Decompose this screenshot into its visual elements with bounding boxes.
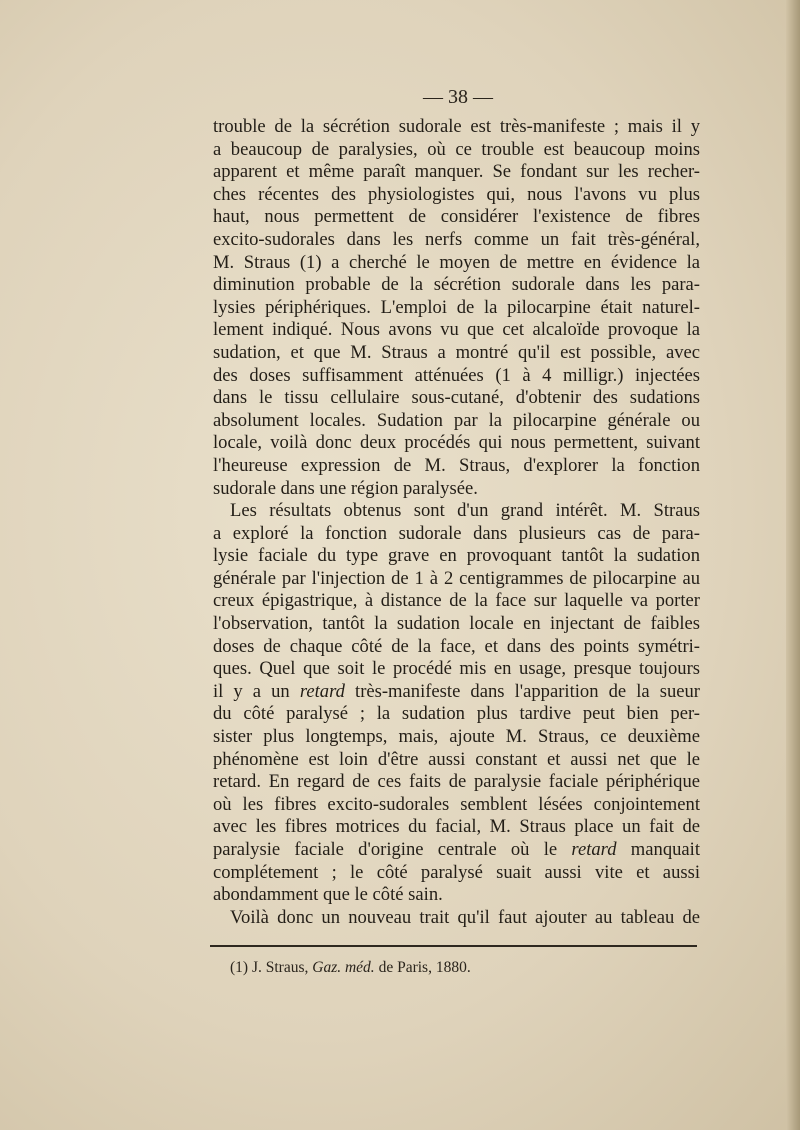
text-line: creux épigastrique, à distance de la face sur laquelle va porter <box>213 590 700 612</box>
text-line: des doses suffisamment atténuées (1 à 4 milligr.) injectées <box>213 364 700 386</box>
text-line: générale par l'injection de 1 à 2 centigrammes de pilocarpine au <box>213 567 700 589</box>
text-line: dans le tissu cellulaire sous-cutané, d'obtenir des sudations <box>213 387 700 409</box>
text-line: l'observation, tantôt la sudation locale en injectant de faibles <box>213 613 700 635</box>
text-line: retard. En regard de ces faits de paralysie faciale périphérique <box>213 771 700 793</box>
footnote-marker: (1) <box>230 959 249 976</box>
text-line: sister plus longtemps, mais, ajoute M. Straus, ce deuxième <box>213 726 700 748</box>
emphasized-word: retard <box>299 680 345 702</box>
text-line <box>213 839 700 862</box>
text-line: complétement ; le côté paralysé suait aussi vite et aussi <box>213 861 700 883</box>
text-line: ches récentes des physiologistes qui, nous l'avons vu plus <box>213 183 700 205</box>
text-line: excito-sudorales dans les nerfs comme un fait très-général, <box>213 228 700 250</box>
text-line <box>213 681 700 704</box>
text-line: locale, voilà donc deux procédés qui nous permettent, suivant <box>213 432 700 454</box>
text-line: a beaucoup de paralysies, où ce trouble est beaucoup moins <box>213 138 700 160</box>
footnote-journal: Gaz. méd. <box>312 959 375 976</box>
text-segment: manquait <box>616 839 700 860</box>
text-line: trouble de la sécrétion sudorale est très-manifeste ; mais il y <box>213 116 700 137</box>
text-line: Les résultats obtenus sont d'un grand intérêt. M. Straus <box>230 500 700 522</box>
footnote-rest: de Paris, 1880. <box>374 959 471 976</box>
emphasized-word: retard <box>571 839 617 860</box>
text-line: absolument locales. Sudation par la pilocarpine générale ou <box>213 409 700 431</box>
text-line: ques. Quel que soit le procédé mis en usage, presque toujours <box>213 658 700 680</box>
text-line: M. Straus (1) a cherché le moyen de mettre en évidence la <box>213 251 700 273</box>
footnote-author: J. Straus, <box>251 959 313 976</box>
text-line: apparent et même paraît manquer. Se fondant sur les recher- <box>213 161 700 183</box>
footnote-rule <box>210 945 697 947</box>
text-segment: très-manifeste dans l'apparition de la sueur <box>344 680 700 702</box>
text-line: avec les fibres motrices du facial, M. Straus place un fait de <box>213 816 700 838</box>
text-line: lysies périphériques. L'emploi de la pilocarpine était naturel- <box>213 296 700 318</box>
text-line: du côté paralysé ; la sudation plus tardive peut bien per- <box>213 703 700 725</box>
text-segment: paralysie faciale d'origine centrale où le <box>213 839 572 860</box>
text-line: phénomène est loin d'être aussi constant et aussi net que le <box>213 748 700 770</box>
text-line: l'heureuse expression de M. Straus, d'explorer la fonction <box>213 454 700 476</box>
text-line: où les fibres excito-sudorales semblent lésées conjointement <box>213 793 700 815</box>
text-line: lement indiqué. Nous avons vu que cet alcaloïde provoque la <box>213 319 700 341</box>
page-edge <box>786 0 800 1130</box>
body-text <box>213 116 700 929</box>
text-line: diminution probable de la sécrétion sudorale dans les para- <box>213 274 700 296</box>
text-line: abondamment que le côté sain. <box>213 884 443 906</box>
text-line: lysie faciale du type grave en provoquant tantôt la sudation <box>213 545 700 567</box>
text-line: doses de chaque côté de la face, et dans des points symétri- <box>213 635 700 657</box>
text-line: Voilà donc un nouveau trait qu'il faut ajouter au tableau de <box>230 906 700 928</box>
text-line: sudation, et que M. Straus a montré qu'il est possible, avec <box>213 341 700 363</box>
footnote <box>230 959 471 977</box>
page-number: — 38 — <box>423 86 493 108</box>
text-segment: il y a un <box>213 680 300 702</box>
text-line: haut, nous permettent de considérer l'existence de fibres <box>213 206 700 228</box>
text-line: a exploré la fonction sudorale dans plusieurs cas de para- <box>213 522 700 544</box>
text-line: sudorale dans une région paralysée. <box>213 477 478 499</box>
